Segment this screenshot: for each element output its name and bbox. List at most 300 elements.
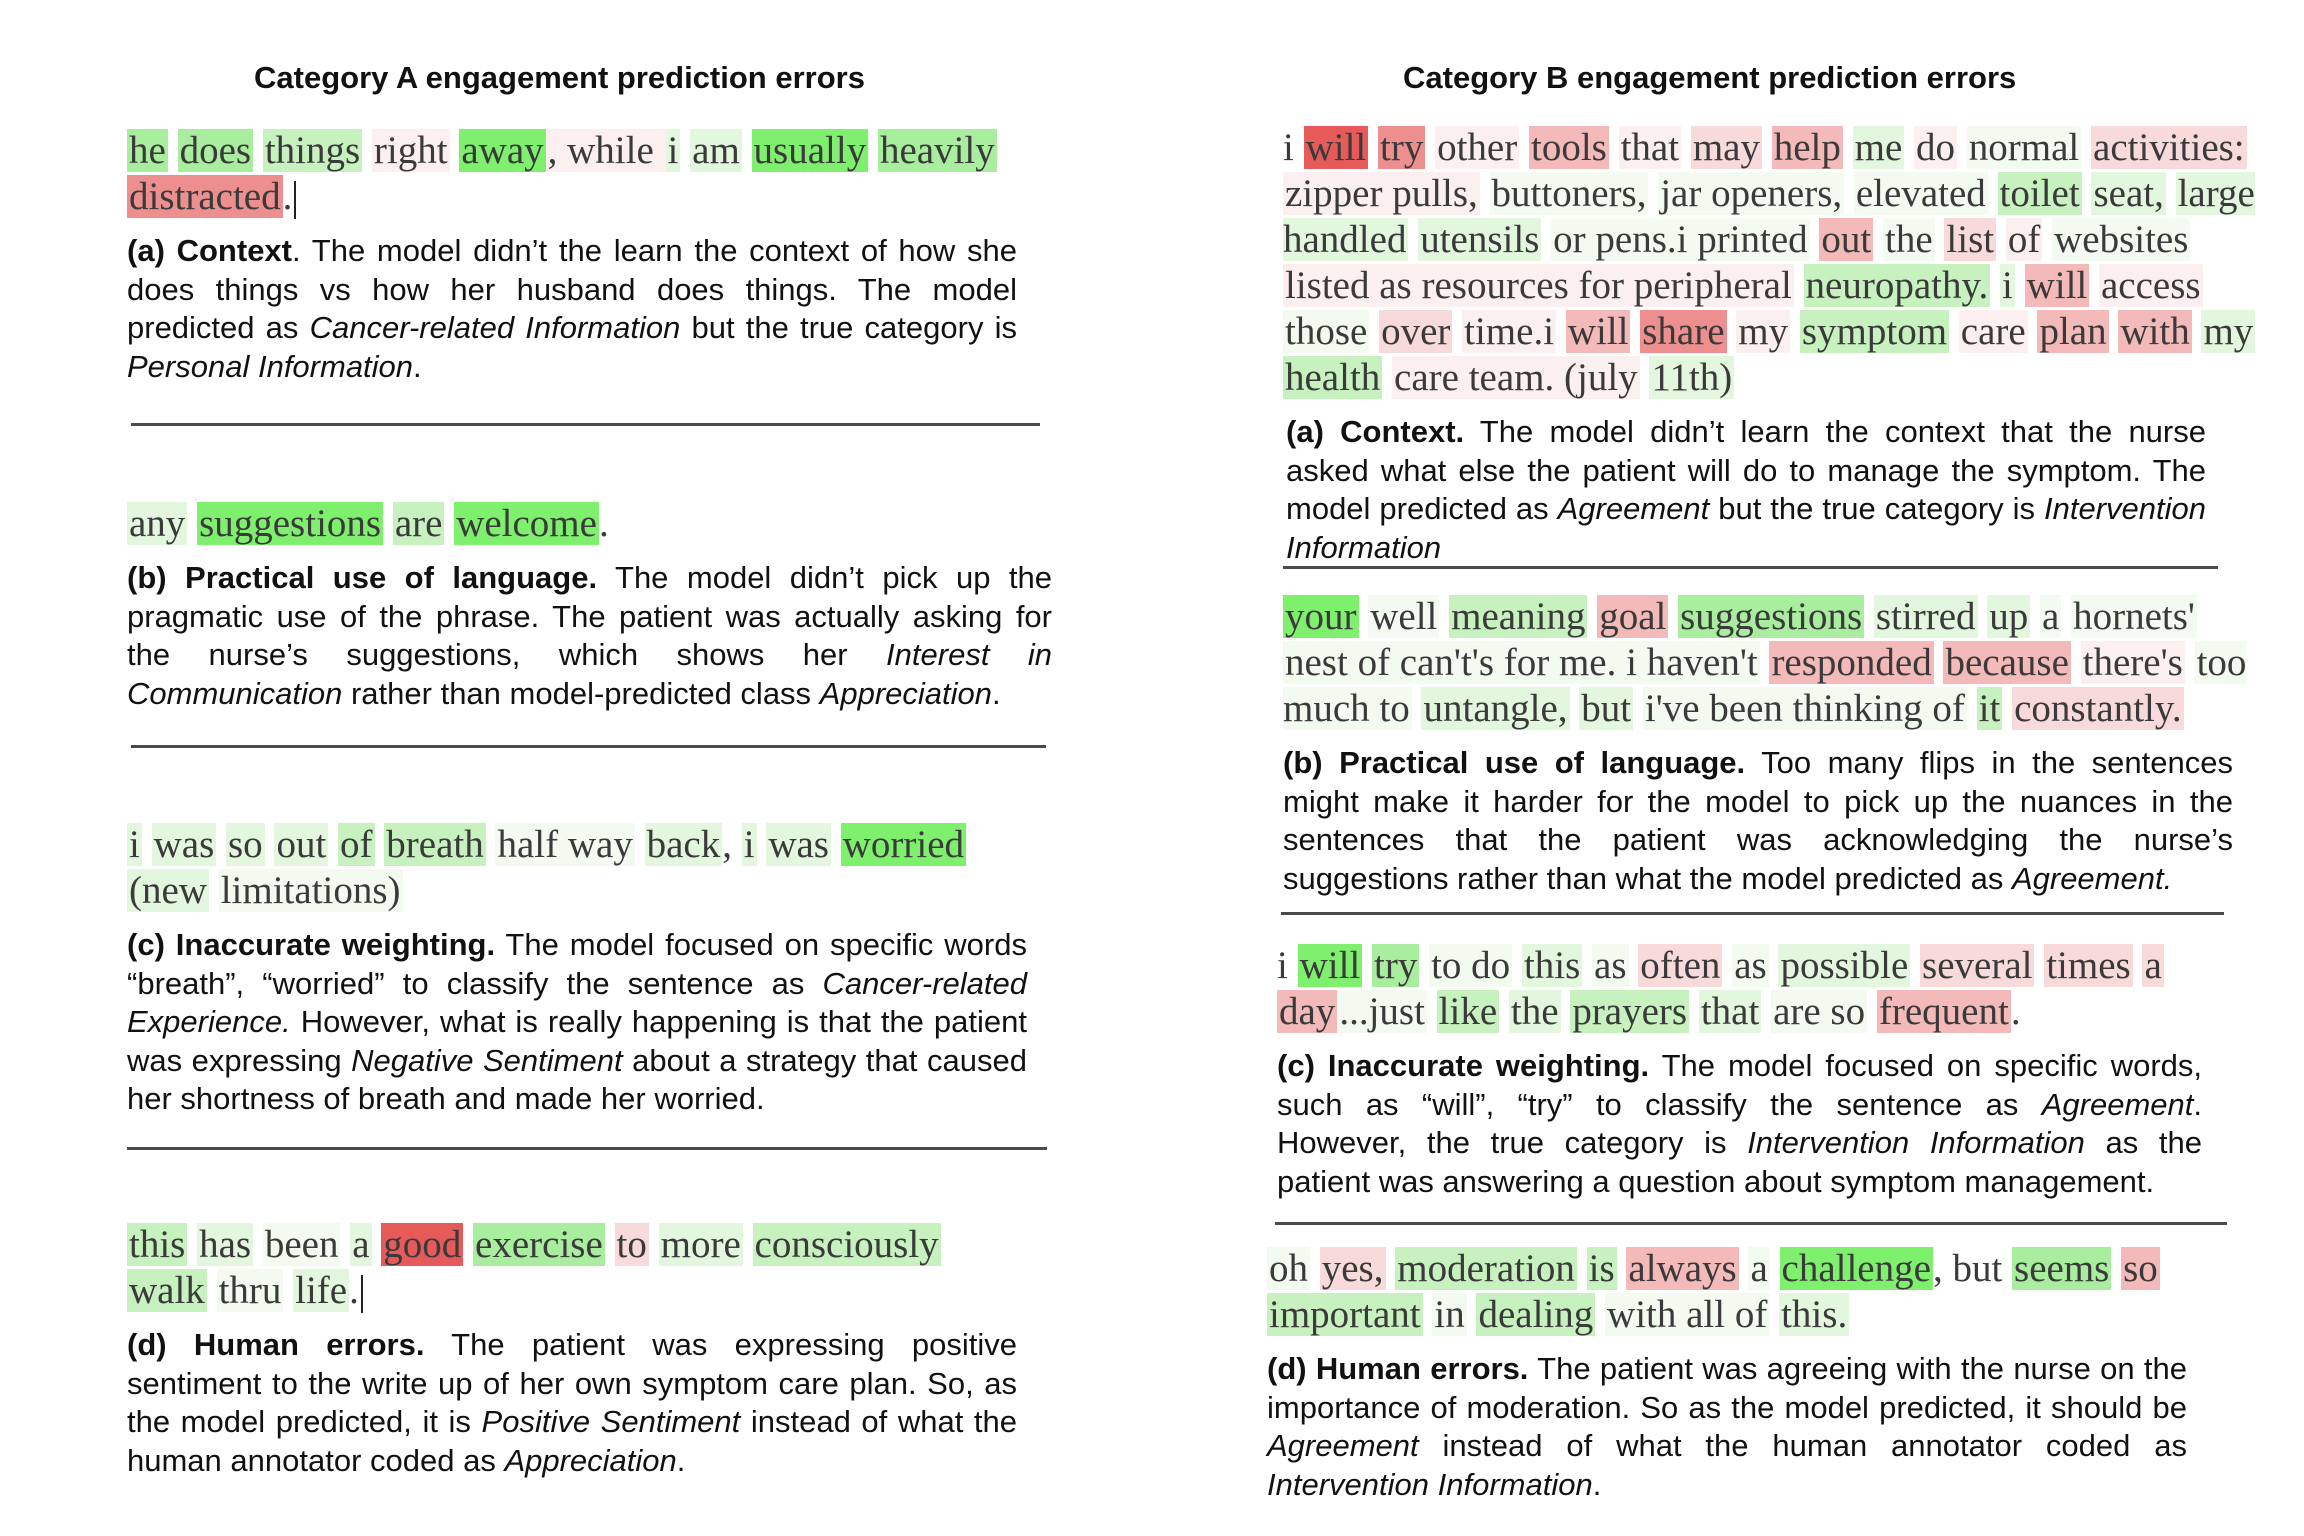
caption xyxy=(127,926,1027,1119)
caption-text: The model didn’t pick up the pragmatic use of the phrase. The patient was actually asking for the nurse’s suggestions, which shows her xyxy=(127,560,1053,672)
caption-label: (d) Human errors. xyxy=(1267,1351,1529,1386)
plain-token xyxy=(757,823,767,866)
plain-token xyxy=(1629,944,1639,987)
caption-category: Cancer-related Information xyxy=(309,310,681,345)
plain-token xyxy=(1760,641,1770,684)
plain-token xyxy=(1288,944,1298,987)
category-b-title: Category B engagement prediction errors xyxy=(1403,60,2017,95)
caption xyxy=(127,559,1052,713)
highlighted-token: stirred xyxy=(1875,595,1976,638)
plain-token xyxy=(1427,990,1437,1033)
plain-token xyxy=(1630,310,1640,353)
highlighted-sentence xyxy=(1267,1246,2227,1338)
example-a-b xyxy=(127,501,1057,713)
highlighted-token: things xyxy=(264,129,361,172)
plain-token xyxy=(1844,172,1854,215)
highlighted-token: normal xyxy=(1968,126,2080,169)
highlighted-token: out xyxy=(1821,218,1872,261)
highlighted-token: large handled xyxy=(1283,172,2255,261)
caption-text: rather than model-predicted class xyxy=(342,675,820,711)
highlighted-token: times xyxy=(2046,944,2131,987)
highlighted-token: health xyxy=(1285,356,1381,399)
plain-token xyxy=(1640,356,1650,399)
caption-text: about a strategy that caused her shortness of breath and made her worried. xyxy=(127,1042,1027,1116)
highlighted-token: as xyxy=(1734,944,1767,987)
caption xyxy=(1286,413,2206,567)
highlighted-token: oh xyxy=(1269,1247,1308,1290)
caption-text: instead of what the human annotator coded as xyxy=(1418,1428,2187,1463)
plain-token xyxy=(265,823,275,866)
plain-token xyxy=(635,823,645,866)
plain-token xyxy=(2133,944,2143,987)
caption-label: (d) Human errors. xyxy=(127,1327,425,1362)
plain-token xyxy=(1935,218,1945,261)
plain-token xyxy=(187,1223,197,1266)
highlighted-token: (new xyxy=(129,869,207,912)
plain-token xyxy=(1512,944,1522,987)
plain-token xyxy=(1904,126,1914,169)
highlighted-token: up xyxy=(1989,595,2029,638)
plain-token xyxy=(1425,126,1435,169)
caption-category: Personal Information xyxy=(127,348,414,384)
plain-token xyxy=(372,1223,382,1266)
highlighted-token: buttoners, xyxy=(1491,172,1647,215)
plain-token xyxy=(1988,172,1998,215)
highlighted-token: so xyxy=(228,823,263,866)
plain-token xyxy=(2028,310,2038,353)
plain-token xyxy=(680,129,690,172)
caption-text: The patient was expressing positive sentiment to the write up of her own symptom care plan. So, as the model predicted, it is xyxy=(127,1327,1017,1439)
plain-token xyxy=(1722,944,1732,987)
caption-category: Cancer-related Experience. xyxy=(127,965,1027,1039)
highlighted-sentence xyxy=(127,822,1047,914)
highlighted-token: too much to xyxy=(1283,641,2247,730)
highlighted-token: utensils xyxy=(1420,218,1540,261)
highlighted-token: always xyxy=(1628,1247,1737,1290)
highlighted-token: several xyxy=(1922,944,2033,987)
highlighted-token: other xyxy=(1437,126,1518,169)
caption xyxy=(1277,1047,2202,1201)
highlighted-token: over xyxy=(1381,310,1451,353)
plain-token xyxy=(1867,990,1877,1033)
highlighted-token: i xyxy=(129,823,140,866)
plain-token xyxy=(2192,310,2202,353)
highlighted-token: i xyxy=(667,129,679,172)
highlighted-token: prayers xyxy=(1572,990,1688,1033)
plain-token xyxy=(340,1223,350,1266)
plain-token xyxy=(1978,595,1988,638)
plain-token: i xyxy=(1283,126,1294,169)
highlighted-token: as xyxy=(1594,944,1627,987)
plain-token xyxy=(1739,1247,1749,1290)
divider xyxy=(131,745,1046,748)
caption-label: (b) Practical use of language. xyxy=(127,560,598,595)
example-a-d xyxy=(127,1222,1027,1480)
caption-category: Interest in Communication xyxy=(127,637,1052,711)
plain-token xyxy=(1617,1247,1627,1290)
plain-token xyxy=(1587,595,1597,638)
highlighted-token: will xyxy=(1299,944,1361,987)
plain-token xyxy=(1595,1293,1605,1336)
caption-text: . xyxy=(676,1442,686,1478)
highlighted-token: away xyxy=(461,129,544,172)
caption-category: Agreement xyxy=(1267,1428,1419,1463)
caption-text: . The model didn’t the learn the context of how she does things vs how her husband does things. The model predicted as xyxy=(127,233,1017,345)
highlighted-token: tools xyxy=(1530,126,1607,169)
highlighted-token: neuropathy. xyxy=(1805,264,1989,307)
highlighted-token: that xyxy=(1620,126,1680,169)
highlighted-token: symptom xyxy=(1801,310,1948,353)
caption xyxy=(127,232,1017,386)
plain-token xyxy=(1769,1293,1779,1336)
highlighted-token: i xyxy=(743,823,755,866)
highlighted-token: welcome xyxy=(456,502,597,545)
highlighted-token: dealing xyxy=(1478,1293,1594,1336)
caption-label: (c) Inaccurate weighting. xyxy=(127,927,496,962)
highlighted-token: does xyxy=(179,129,252,172)
caption-text: . However, the true category is xyxy=(1277,1086,2202,1160)
plain-token: , xyxy=(722,823,742,866)
plain-token xyxy=(1996,218,2006,261)
caption-text: The model focused on specific words “breath”, “worried” to classify the sentence as xyxy=(127,927,1027,1001)
plain-token xyxy=(375,823,385,866)
highlighted-sentence xyxy=(127,501,1057,547)
highlighted-token: was xyxy=(153,823,215,866)
plain-token xyxy=(1648,172,1658,215)
plain-token xyxy=(383,502,393,545)
highlighted-token: are so xyxy=(1773,990,1866,1033)
highlighted-token: my xyxy=(2203,310,2254,353)
plain-token xyxy=(1810,218,1820,261)
plain-token xyxy=(2081,126,2091,169)
plain-token xyxy=(2002,687,2012,730)
divider xyxy=(1283,566,2218,569)
plain-token xyxy=(1419,944,1429,987)
caption-label: (c) Inaccurate weighting. xyxy=(1277,1048,1650,1083)
caption xyxy=(1267,1350,2187,1504)
highlighted-sentence xyxy=(1283,594,2268,732)
plain-token xyxy=(1582,944,1592,987)
highlighted-token: worried xyxy=(842,823,965,866)
highlighted-token: been xyxy=(264,1223,339,1266)
highlighted-token: will xyxy=(1305,126,1367,169)
highlighted-token: to do xyxy=(1431,944,1511,987)
plain-token xyxy=(1362,944,1372,987)
highlighted-token: plan xyxy=(2039,310,2107,353)
highlighted-token: care team. (july xyxy=(1394,356,1638,399)
highlighted-token: am xyxy=(692,129,740,172)
highlighted-token: a xyxy=(1750,1247,1768,1290)
plain-token xyxy=(1609,126,1619,169)
plain-token xyxy=(2166,172,2176,215)
caption-text: instead of what the human annotator coded as xyxy=(127,1404,1018,1478)
highlighted-token: frequent xyxy=(1878,990,2009,1033)
highlighted-token: distracted xyxy=(129,175,281,218)
plain-token xyxy=(1967,687,1977,730)
plain-token xyxy=(1727,310,1737,353)
highlighted-token: listed as resources for peripheral xyxy=(1285,264,1792,307)
plain-token xyxy=(2042,218,2052,261)
plain-token xyxy=(1689,990,1699,1033)
highlighted-sentence xyxy=(1283,125,2268,401)
plain-token xyxy=(1949,310,1959,353)
plain-token: i xyxy=(1277,944,1288,987)
plain-token xyxy=(1577,1247,1587,1290)
plain-token xyxy=(253,1223,263,1266)
divider xyxy=(127,1147,1047,1150)
highlighted-token: half way xyxy=(497,823,633,866)
highlighted-token: me xyxy=(1854,126,1903,169)
highlighted-token: , while xyxy=(547,129,664,172)
plain-token xyxy=(1519,126,1529,169)
highlighted-token: right xyxy=(373,129,448,172)
caption xyxy=(127,1326,1017,1480)
caption-text: However, what is really happening is that the patient was expressing xyxy=(127,1004,1027,1078)
plain-token xyxy=(868,129,878,172)
plain-token xyxy=(1910,944,1920,987)
caption-text: . xyxy=(1592,1466,1602,1502)
plain-token xyxy=(1762,126,1772,169)
plain-token xyxy=(1310,1247,1320,1290)
highlighted-sentence xyxy=(1277,943,2237,1035)
highlighted-token: this. xyxy=(1781,1293,1848,1336)
plain-token xyxy=(1761,990,1771,1033)
highlighted-token: this xyxy=(129,1223,186,1266)
highlighted-token: with all of xyxy=(1607,1293,1768,1336)
highlighted-token: has xyxy=(199,1223,252,1266)
example-b-b xyxy=(1283,594,2268,898)
highlighted-token: walk xyxy=(129,1269,205,1312)
highlighted-token: in xyxy=(1434,1293,1465,1336)
plain-token: . xyxy=(2010,990,2021,1033)
plain-token xyxy=(1957,126,1967,169)
caption-category: Appreciation xyxy=(504,1442,677,1478)
plain-token xyxy=(1790,310,1800,353)
plain-token xyxy=(2111,1247,2121,1290)
caption-label: (a) Context. xyxy=(1286,414,1465,449)
plain-token xyxy=(1633,687,1643,730)
caption-category: Agreement xyxy=(2041,1086,2194,1122)
highlighted-token: life xyxy=(295,1269,348,1312)
plain-token xyxy=(187,502,197,545)
caption-category: Intervention Information xyxy=(1267,1466,1593,1502)
caption-text: The patient was agreeing with the nurse on the importance of moderation. So as the model predicted, it should be xyxy=(1267,1351,2187,1425)
plain-token: . xyxy=(282,175,293,218)
plain-token xyxy=(742,129,752,172)
divider xyxy=(1275,1222,2227,1225)
highlighted-token: important xyxy=(1269,1293,1421,1336)
caption-category: Positive Sentiment xyxy=(481,1404,741,1439)
plain-token xyxy=(142,823,152,866)
example-b-c xyxy=(1277,943,2237,1201)
caption-category: Agreement xyxy=(1557,491,1710,526)
highlighted-token: elevated xyxy=(1855,172,1986,215)
category-a-title: Category A engagement prediction errors xyxy=(254,60,865,95)
highlighted-token: but xyxy=(1581,687,1632,730)
plain-token xyxy=(1368,126,1378,169)
highlighted-token: limitations) xyxy=(220,869,401,912)
plain-token xyxy=(1668,595,1678,638)
highlighted-token: day xyxy=(1279,990,1336,1033)
highlighted-token: a xyxy=(2042,595,2060,638)
plain-token xyxy=(1480,172,1490,215)
plain-token xyxy=(362,129,372,172)
highlighted-sentence xyxy=(127,128,1027,220)
plain-token xyxy=(1556,310,1566,353)
caption-category: Agreement. xyxy=(2011,860,2173,896)
plain-token xyxy=(1990,264,2000,307)
plain-token xyxy=(1439,595,1449,638)
highlighted-token: toilet xyxy=(1999,172,2080,215)
highlighted-token: my xyxy=(1738,310,1789,353)
highlighted-token: out xyxy=(276,823,327,866)
highlighted-token: moderation xyxy=(1397,1247,1575,1290)
highlighted-token: constantly. xyxy=(2014,687,2182,730)
plain-token xyxy=(1864,595,1874,638)
highlighted-token: more xyxy=(660,1223,741,1266)
plain-token: . xyxy=(598,502,609,545)
example-a-c xyxy=(127,822,1047,1119)
highlighted-token: the xyxy=(1885,218,1933,261)
plain-token xyxy=(1794,264,1804,307)
caption-category: Intervention Information xyxy=(1286,491,2206,565)
plain-token xyxy=(2030,595,2040,638)
highlighted-token: the xyxy=(1510,990,1559,1033)
highlighted-token: your xyxy=(1285,595,1357,638)
highlighted-token: time.i xyxy=(1464,310,1555,353)
highlighted-token: try xyxy=(1374,944,1418,987)
caption-label: (a) Context xyxy=(127,233,292,268)
highlighted-token: a xyxy=(352,1223,370,1266)
plain-token xyxy=(207,1269,217,1312)
plain-token xyxy=(1423,1293,1433,1336)
plain-token xyxy=(168,129,178,172)
highlighted-token: like xyxy=(1438,990,1498,1033)
plain-token xyxy=(328,823,338,866)
caption-text: as the patient was answering a question about symptom management. xyxy=(1277,1125,2202,1199)
plain-token xyxy=(283,1269,293,1312)
example-a-a xyxy=(127,128,1027,386)
example-b-a xyxy=(1283,125,2268,567)
caption xyxy=(1283,744,2233,898)
highlighted-token: it xyxy=(1978,687,2001,730)
highlighted-token: activities: xyxy=(2093,126,2245,169)
plain-token xyxy=(253,129,263,172)
caption-category: Intervention Information xyxy=(1747,1125,2085,1160)
highlighted-token: was xyxy=(768,823,829,866)
highlighted-token: because xyxy=(1945,641,2069,684)
plain-token xyxy=(2015,264,2025,307)
caption-category: Negative Sentiment xyxy=(351,1042,623,1078)
plain-token xyxy=(1873,218,1883,261)
plain-token xyxy=(1452,310,1462,353)
plain-token xyxy=(649,1223,659,1266)
highlighted-token: that xyxy=(1700,990,1760,1033)
plain-token xyxy=(2109,310,2119,353)
highlighted-token: zipper pulls, xyxy=(1285,172,1478,215)
plain-token xyxy=(1294,126,1304,169)
highlighted-token: seems xyxy=(2014,1247,2110,1290)
highlighted-token: seat, xyxy=(2093,172,2164,215)
text-cursor xyxy=(294,181,296,219)
plain-token: , but xyxy=(1932,1247,2013,1290)
plain-token xyxy=(444,502,454,545)
highlighted-token: back xyxy=(646,823,721,866)
plain-token xyxy=(1570,687,1580,730)
highlighted-token: well xyxy=(1370,595,1438,638)
highlighted-token: share xyxy=(1642,310,1725,353)
highlighted-token: a xyxy=(2144,944,2162,987)
plain-token xyxy=(216,823,226,866)
highlighted-token: access xyxy=(2100,264,2201,307)
caption-text: The model didn’t learn the context that the nurse asked what else the patient will do to manage the symptom. The model predicted as xyxy=(1286,414,2206,526)
caption-label: (b) Practical use of language. xyxy=(1283,745,1746,780)
divider xyxy=(1281,912,2224,915)
highlighted-token: of xyxy=(2007,218,2041,261)
plain-token xyxy=(209,869,219,912)
plain-token xyxy=(1770,1247,1780,1290)
highlighted-token: so xyxy=(2123,1247,2158,1290)
plain-token xyxy=(831,823,841,866)
caption-text: but the true category is xyxy=(680,310,1017,345)
plain-token xyxy=(1769,944,1779,987)
plain-token xyxy=(1541,218,1551,261)
highlighted-token: with xyxy=(2120,310,2190,353)
highlighted-token: will xyxy=(1567,310,1629,353)
highlighted-token: list xyxy=(1946,218,1995,261)
divider xyxy=(131,423,1040,426)
highlighted-token: try xyxy=(1380,126,1424,169)
caption-text: The model focused on specific words, such as “will”, “try” to classify the sentence as xyxy=(1277,1048,2203,1122)
highlighted-token: untangle, xyxy=(1423,687,1568,730)
highlighted-token: are xyxy=(394,502,443,545)
plain-token xyxy=(1359,595,1369,638)
highlighted-token: may xyxy=(1692,126,1760,169)
highlighted-token: heavily xyxy=(879,129,995,172)
plain-token xyxy=(1499,990,1509,1033)
highlighted-token: those xyxy=(1285,310,1368,353)
highlighted-token: thru xyxy=(218,1269,282,1312)
highlighted-token: to xyxy=(616,1223,647,1266)
caption-text: Too many flips in the sentences might make it harder for the model to pick up the nuances in the sentences that the patient was acknowledging the nurse’s suggestions rather than what the model predicted as xyxy=(1283,745,2234,896)
highlighted-token: there's xyxy=(2082,641,2183,684)
plain-token: . xyxy=(349,1269,359,1312)
highlighted-token: goal xyxy=(1599,595,1667,638)
plain-token xyxy=(1408,218,1418,261)
caption-text: . xyxy=(992,675,1001,711)
highlighted-token: yes, xyxy=(1321,1247,1384,1290)
highlighted-token: good xyxy=(383,1223,462,1266)
highlighted-token: challenge xyxy=(1781,1247,1931,1290)
plain-token xyxy=(1681,126,1691,169)
caption-text: but the true category is xyxy=(1709,491,2044,526)
highlighted-token: this xyxy=(1523,944,1581,987)
plain-token xyxy=(450,129,460,172)
highlighted-token: i've been thinking of xyxy=(1644,687,1965,730)
highlighted-token: nest of can't's for me. i haven't xyxy=(1285,641,1758,684)
highlighted-token: i xyxy=(2001,264,2013,307)
highlighted-token: suggestions xyxy=(199,502,382,545)
highlighted-token: breath xyxy=(386,823,484,866)
plain-token xyxy=(605,1223,615,1266)
highlighted-token: do xyxy=(1916,126,1956,169)
text-cursor xyxy=(361,1275,363,1313)
plain-token xyxy=(463,1223,473,1266)
highlighted-token: responded xyxy=(1771,641,1932,684)
plain-token xyxy=(2089,264,2099,307)
highlighted-token: ...just xyxy=(1339,990,1425,1033)
plain-token xyxy=(743,1223,753,1266)
